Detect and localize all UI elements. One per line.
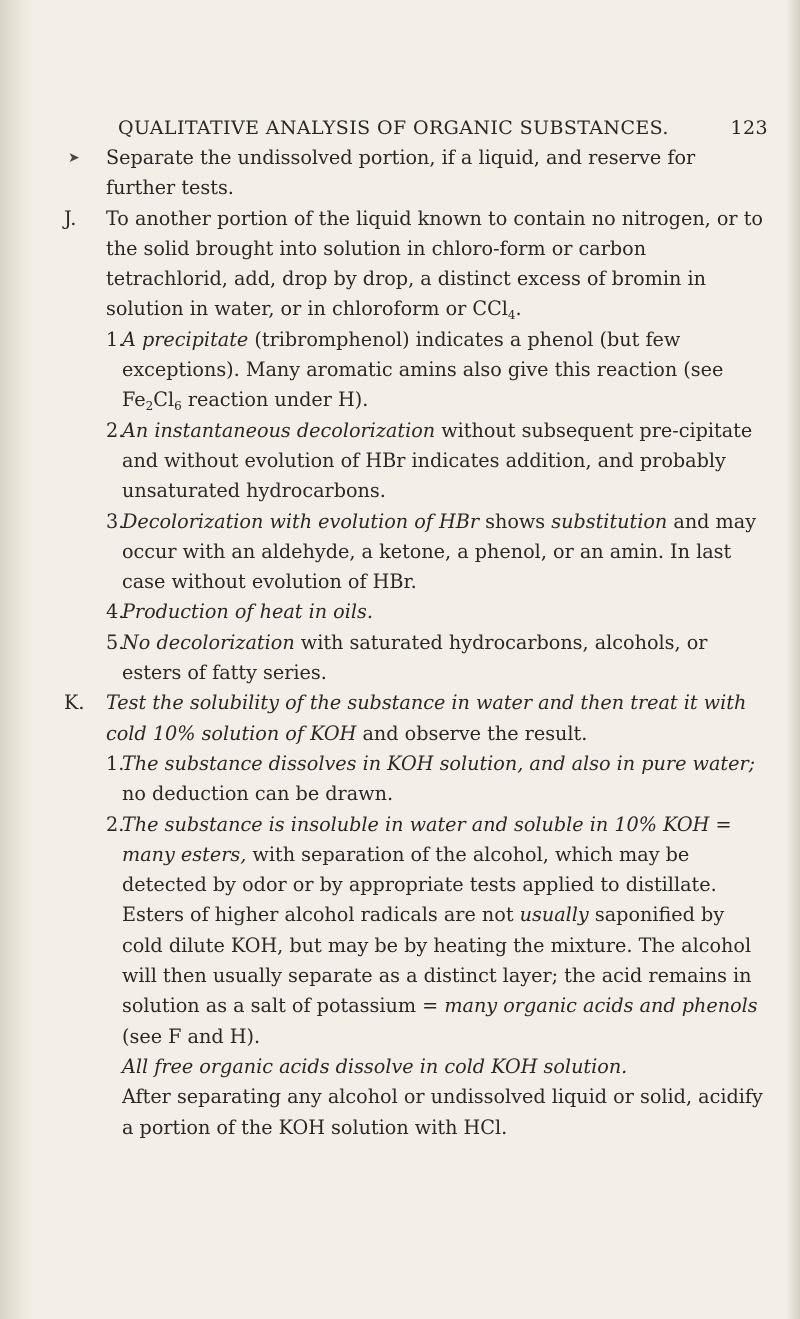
page-edge-shadow-right: [786, 0, 800, 1319]
j-item-2-emphasis: An instantaneous decolorization: [122, 418, 436, 442]
j-item-5-number: 5.: [106, 630, 125, 654]
paragraph-esters: [64, 900, 768, 1051]
k-item-2-number: 2.: [106, 812, 125, 836]
k-item-2-equals: =: [709, 812, 732, 836]
section-j-label: J.: [64, 206, 77, 230]
j-item-2-text: without subsequent pre-cipitate and without evolution of HBr indicates addition, and probably unsaturated hydrocarbons.: [122, 418, 753, 503]
k-item-1-text: no deduction can be drawn.: [122, 782, 394, 806]
page-body: [64, 143, 768, 1143]
section-j-end: .: [515, 297, 522, 321]
paragraph-esters-a: Esters of higher alcohol radicals are not: [122, 903, 520, 927]
j-item-3-text-mid: shows: [479, 509, 552, 533]
ccl4-subscript: 4: [507, 308, 516, 323]
arrow-marker-icon: ➤: [68, 150, 80, 166]
j-item-4: [64, 597, 768, 627]
paragraph-esters-b: saponified by cold dilute KOH, but may be by heating the mixture. The alcohol will then usually separate as a distinct layer; the acid remains in solution as a salt of potassium =: [122, 903, 752, 1018]
paragraph-after-separating: [64, 1082, 768, 1143]
paragraph-esters-emphasis: usually: [519, 903, 589, 927]
page-number: 123: [730, 117, 768, 139]
section-k-emphasis: Test the solubility of the substance in water and then treat it with cold 10% solution of KOH: [106, 691, 747, 745]
j-item-1-text-b: Cl: [153, 388, 175, 412]
j-item-5-emphasis: No decolorization: [122, 630, 295, 654]
paragraph-separate-text: Separate the undissolved portion, if a liquid, and reserve for further tests.: [106, 146, 696, 200]
j-item-3-emphasis-2: substitution: [551, 509, 668, 533]
j-item-1-sub1: 2: [145, 399, 154, 414]
j-item-3: [64, 507, 768, 598]
section-k-text: and observe the result.: [356, 721, 588, 745]
paragraph-after-separating-text: After separating any alcohol or undissolved liquid or solid, acidify a portion of the KOH solution with HCl.: [122, 1085, 763, 1139]
j-item-1-number: 1.: [106, 327, 125, 351]
section-j: [64, 204, 768, 325]
section-k-label: K.: [64, 691, 85, 715]
j-item-1-emphasis: A precipitate: [122, 327, 249, 351]
k-item-1: [64, 749, 768, 810]
j-item-3-text: and may occur with an aldehyde, a ketone, a phenol, or an amin. In last case without evolution of HBr.: [122, 509, 757, 594]
j-item-1-sub2: 6: [174, 399, 182, 414]
running-title: QUALITATIVE ANALYSIS OF ORGANIC SUBSTANCES.: [118, 117, 669, 139]
section-j-text: To another portion of the liquid known to contain no nitrogen, or to the solid brought into solution in chloro-form or carbon tetrachlorid, add, drop by drop, a distinct excess of bromin in solution in water, or in chloroform or CCl: [106, 206, 763, 321]
j-item-1-text-a: (tribromphenol) indicates a phenol (but few exceptions). Many aromatic amins also give this reaction (see Fe: [122, 327, 724, 412]
j-item-4-number: 4.: [106, 600, 125, 624]
j-item-1-text-c: reaction under H).: [181, 388, 369, 412]
j-item-3-number: 3.: [106, 509, 125, 533]
j-item-2-number: 2.: [106, 418, 125, 442]
k-item-2-emphasis: The substance is insoluble in water and soluble in 10% KOH: [122, 812, 710, 836]
paragraph-free-acids: [64, 1052, 768, 1082]
j-item-3-emphasis: Decolorization with evolution of HBr: [122, 509, 480, 533]
paragraph-free-acids-text: All free organic acids dissolve in cold KOH solution.: [122, 1054, 628, 1078]
j-item-5-text: with saturated hydrocarbons, alcohols, or esters of fatty series.: [122, 630, 708, 685]
k-item-2-emphasis-2: many esters,: [122, 842, 247, 866]
k-item-1-number: 1.: [106, 751, 125, 775]
page-edge-shadow-left: [0, 0, 34, 1319]
k-item-2-text: with separation of the alcohol, which may be detected by odor or by appropriate tests applied to distillate.: [122, 842, 717, 897]
paragraph-esters-emphasis-2: many organic acids and phenols: [444, 994, 758, 1018]
paragraph-esters-c: (see F and H).: [122, 1024, 261, 1048]
j-item-5: [64, 628, 768, 689]
j-item-1: [64, 325, 768, 416]
section-k: [64, 688, 768, 749]
j-item-2: [64, 416, 768, 507]
j-item-4-emphasis: Production of heat in oils.: [122, 600, 373, 624]
k-item-2: [64, 810, 768, 901]
k-item-1-emphasis: The substance dissolves in KOH solution, and also in pure water;: [122, 751, 756, 775]
paragraph-separate: [64, 143, 768, 204]
